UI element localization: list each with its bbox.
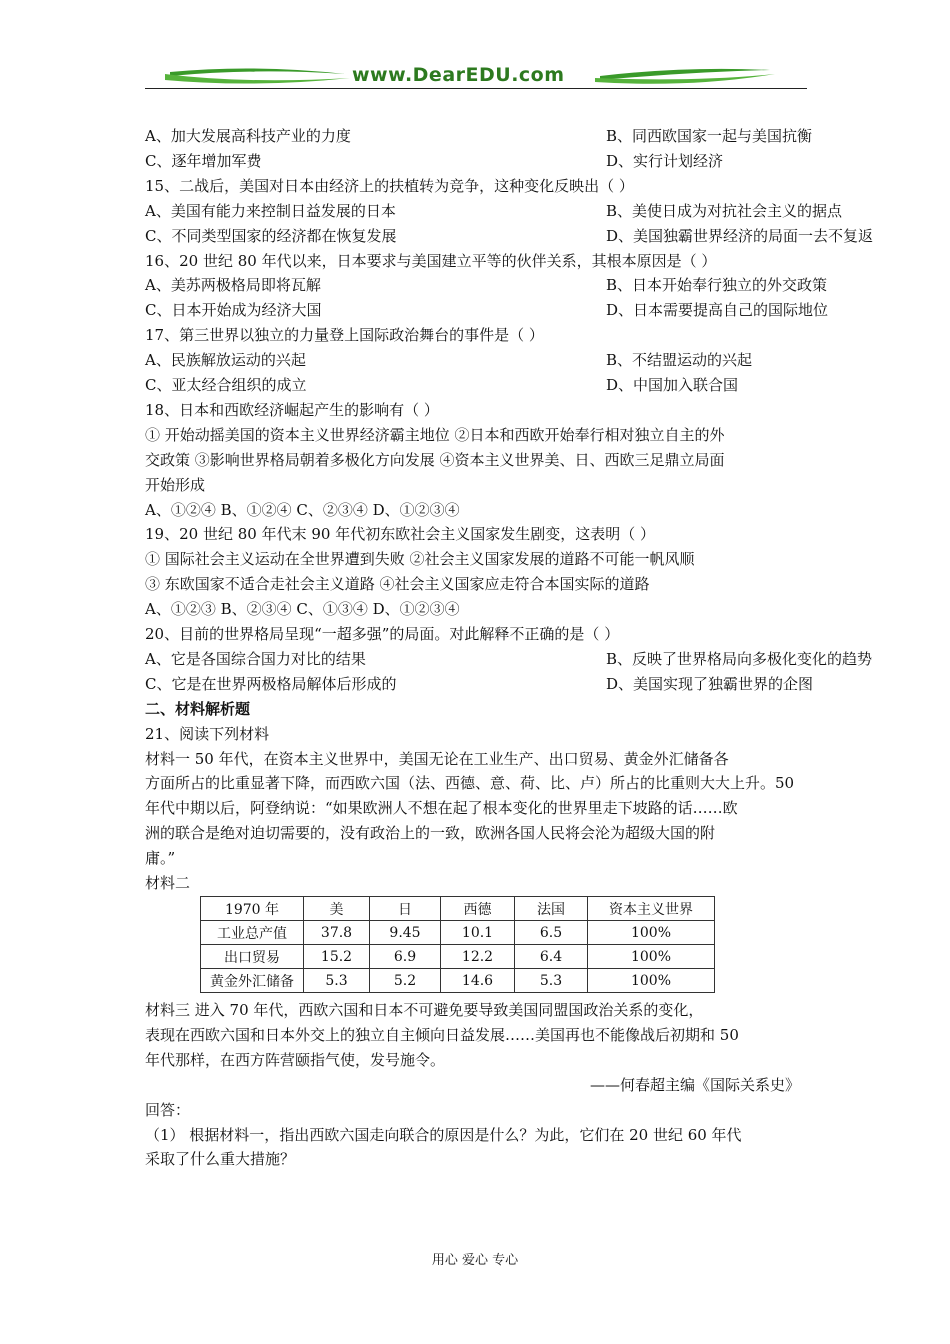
table-header-cell: 法国 xyxy=(515,897,588,921)
table-cell: 6.5 xyxy=(515,921,588,945)
text-line xyxy=(145,400,439,420)
line-text: 方面所占的比重显著下降，而西欧六国（法、西德、意、荷、比、卢）所占的比重则大大上升。50 xyxy=(145,774,795,793)
header-rule xyxy=(145,88,807,89)
text-line xyxy=(145,823,715,843)
text-line xyxy=(145,251,716,271)
text-line xyxy=(145,624,619,644)
text-line xyxy=(145,873,190,893)
line-text: 洲的联合是绝对迫切需要的，没有政治上的一致，欧洲各国人民将会沦为超级大国的附 xyxy=(145,824,716,843)
text-line xyxy=(145,151,724,171)
table-header-cell: 日 xyxy=(370,897,441,921)
text-line xyxy=(145,848,175,868)
line-text: C、不同类型国家的经济都在恢复发展 xyxy=(145,226,397,245)
text-line xyxy=(145,201,843,221)
line-text-col2: B、同西欧国家一起与美国抗衡 xyxy=(606,127,813,145)
table-cell: 6.4 xyxy=(515,945,588,969)
table-cell: 6.9 xyxy=(370,945,441,969)
material-two-table xyxy=(200,896,715,993)
table-row xyxy=(201,945,715,969)
text-line xyxy=(145,773,794,793)
line-text: 16、20 世纪 80 年代以来，日本要求与美国建立平等的伙伴关系，其根本原因是（ ） xyxy=(145,251,717,270)
text-line xyxy=(145,674,814,694)
table-cell: 14.6 xyxy=(441,969,515,993)
table-cell: 5.2 xyxy=(370,969,441,993)
line-text-col2: D、实行计划经济 xyxy=(606,151,724,170)
line-text: ① 国际社会主义运动在全世界遭到失败 ②社会主义国家发展的道路不可能一帆风顺 xyxy=(145,550,695,569)
table-header-cell: 西德 xyxy=(441,897,515,921)
text-line xyxy=(145,549,695,569)
line-text: A、美苏两极格局即将瓦解 xyxy=(145,276,321,295)
text-line xyxy=(145,350,753,370)
line-text: 二、材料解析题 xyxy=(145,699,251,718)
line-text: 交政策 ③影响世界格局朝着多极化方向发展 ④资本主义世界美、日、西欧三足鼎立局面 xyxy=(145,450,725,469)
line-text-col2: D、中国加入联合国 xyxy=(606,376,739,394)
table-row xyxy=(201,969,715,993)
text-line xyxy=(145,1025,739,1045)
table-cell: 5.3 xyxy=(304,969,370,993)
line-text: A、加大发展高科技产业的力度 xyxy=(145,127,351,145)
table-header-cell: 1970 年 xyxy=(201,897,304,921)
line-text-col2: B、美使日成为对抗社会主义的据点 xyxy=(606,201,843,220)
line-text: C、亚太经合组织的成立 xyxy=(145,376,307,394)
line-text: A、①②④ B、①②④ C、②③④ D、①②③④ xyxy=(145,500,460,519)
table-cell: 100% xyxy=(588,945,715,969)
line-text: A、①②③ B、②③④ C、①③④ D、①②③④ xyxy=(145,600,460,619)
table-cell: 15.2 xyxy=(304,945,370,969)
text-line xyxy=(145,176,634,196)
line-text: 年代那样，在西方阵营颐指气使，发号施令。 xyxy=(145,1050,446,1069)
text-line xyxy=(145,450,725,470)
text-line xyxy=(145,1000,703,1020)
line-text: 开始形成 xyxy=(145,475,206,494)
line-text: C、它是在世界两极格局解体后形成的 xyxy=(145,674,397,693)
line-text: 18、日本和西欧经济崛起产生的影响有（ ） xyxy=(145,400,439,419)
table-header-cell: 资本主义世界 xyxy=(588,897,715,921)
table-header-cell: 美 xyxy=(304,897,370,921)
text-line xyxy=(145,500,460,520)
line-text: ① 开始动摇美国的资本主义世界经济霸主地位 ②日本和西欧开始奉行相对独立自主的外 xyxy=(145,425,725,444)
text-line xyxy=(145,300,829,320)
text-line xyxy=(145,599,460,619)
text-line xyxy=(590,1075,800,1095)
line-text-col2: B、日本开始奉行独立的外交政策 xyxy=(606,276,828,295)
text-line xyxy=(145,749,729,769)
text-line xyxy=(145,275,828,295)
page-footer: 用心 爱心 专心 xyxy=(431,1253,519,1268)
text-line xyxy=(145,524,655,544)
table-cell: 工业总产值 xyxy=(201,921,304,945)
text-line xyxy=(145,649,873,669)
table-cell: 12.2 xyxy=(441,945,515,969)
line-text-col2: D、美国独霸世界经济的局面一去不复返 xyxy=(606,226,874,245)
line-text: C、日本开始成为经济大国 xyxy=(145,301,322,320)
line-text-col2: D、美国实现了独霸世界的企图 xyxy=(606,674,814,693)
line-text: 17、第三世界以独立的力量登上国际政治舞台的事件是（ ） xyxy=(145,326,544,345)
text-line xyxy=(145,574,650,594)
table-cell: 10.1 xyxy=(441,921,515,945)
line-text: 20、目前的世界格局呈现“一超多强”的局面。对此解释不正确的是（ ） xyxy=(145,625,620,643)
table-row xyxy=(201,921,715,945)
table-cell: 100% xyxy=(588,969,715,993)
table-cell: 黄金外汇储备 xyxy=(201,969,304,993)
line-text: A、民族解放运动的兴起 xyxy=(145,351,306,370)
line-text-col2: B、反映了世界格局向多极化变化的趋势 xyxy=(606,649,873,668)
text-line xyxy=(145,1149,295,1169)
line-text: 回答： xyxy=(145,1100,191,1119)
text-line xyxy=(145,724,269,744)
line-text: 年代中期以后，阿登纳说：“如果欧洲人不想在起了根本变化的世界里走下坡路的话……欧 xyxy=(145,799,738,818)
table-cell: 出口贸易 xyxy=(201,945,304,969)
line-text: 表现在西欧六国和日本外交上的独立自主倾向日益发展……美国再也不能像战后初期和 50 xyxy=(145,1025,739,1044)
line-text: 庸。” xyxy=(145,849,176,868)
line-text: 19、20 世纪 80 年代末 90 年代初东欧社会主义国家发生剧变，这表明（ ） xyxy=(145,525,655,544)
line-text: 采取了什么重大措施？ xyxy=(145,1150,296,1169)
line-text: ——何春超主编《国际关系史》 xyxy=(589,1075,800,1094)
line-text: A、它是各国综合国力对比的结果 xyxy=(145,649,366,668)
line-text: C、逐年增加军费 xyxy=(145,151,262,170)
table-cell: 37.8 xyxy=(304,921,370,945)
site-logo[interactable]: www.DearEDU.com xyxy=(352,64,565,86)
text-line xyxy=(145,375,739,395)
line-text: ③ 东欧国家不适合走社会主义道路 ④社会主义国家应走符合本国实际的道路 xyxy=(145,575,650,594)
text-line xyxy=(145,699,250,719)
text-line xyxy=(145,325,544,345)
text-line xyxy=(145,1125,742,1145)
line-text: （1） 根据材料一，指出西欧六国走向联合的原因是什么？为此，它们在 20 世纪 60 年代 xyxy=(145,1125,742,1144)
line-text: 材料一 50 年代，在资本主义世界中，美国无论在工业生产、出口贸易、黄金外汇储备各 xyxy=(145,749,729,768)
text-line xyxy=(145,798,738,818)
text-line xyxy=(145,1050,445,1070)
table-cell: 9.45 xyxy=(370,921,441,945)
text-line xyxy=(145,226,874,246)
line-text: 材料三 进入 70 年代，西欧六国和日本不可避免要导致美国同盟国政治关系的变化， xyxy=(145,1001,704,1019)
line-text: 21、阅读下列材料 xyxy=(145,724,270,743)
table-cell: 100% xyxy=(588,921,715,945)
text-line xyxy=(145,1100,190,1120)
line-text-col2: B、不结盟运动的兴起 xyxy=(606,351,753,370)
line-text: 材料二 xyxy=(145,874,191,892)
text-line xyxy=(145,425,725,445)
line-text-col2: D、日本需要提高自己的国际地位 xyxy=(606,301,829,320)
table-header-row xyxy=(201,897,715,921)
line-text: 15、二战后，美国对日本由经济上的扶植转为竞争，这种变化反映出（ ） xyxy=(145,176,634,195)
table-cell: 5.3 xyxy=(515,969,588,993)
text-line xyxy=(145,126,813,146)
text-line xyxy=(145,475,205,495)
line-text: A、美国有能力来控制日益发展的日本 xyxy=(145,201,396,220)
